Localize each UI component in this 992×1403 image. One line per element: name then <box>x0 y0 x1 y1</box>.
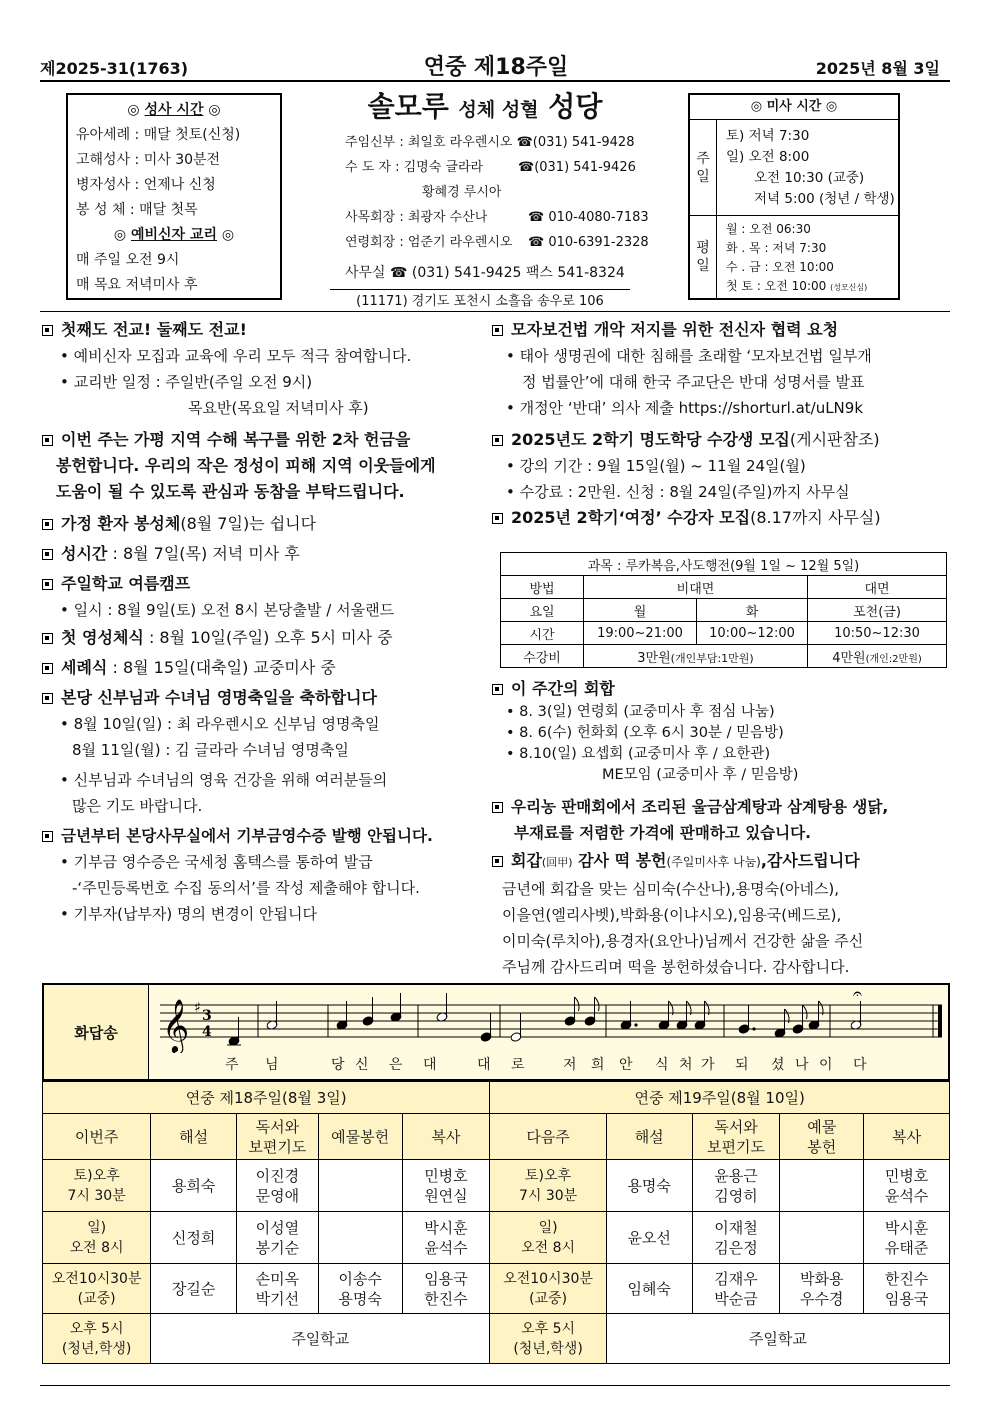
lyric-syllable: 주 <box>225 1057 239 1073</box>
lyric-syllable: 이 <box>819 1057 833 1073</box>
square-bullet-icon <box>42 549 53 560</box>
schedule-cell: 해설 <box>606 1114 692 1160</box>
table-cell-note: (개인부담:1만원) <box>670 651 754 665</box>
sunday-label: 일 <box>696 168 710 185</box>
article-title: 2025년 2학기‘여정’ 수강자 모집 <box>511 508 751 527</box>
lyric-syllable: 은 <box>389 1057 403 1073</box>
article-text: : 8월 10일(주일) 오후 5시 미사 중 <box>143 628 393 647</box>
article-bullet: 개정안 ‘반대’ 의사 제출 https://shorturl.at/uLN9k <box>519 399 864 417</box>
lyric-syllable: 저 <box>563 1057 577 1073</box>
time-sig-top: 3 <box>202 1008 212 1024</box>
sisters-line: 수 도 자 : 김명숙 글라라 <box>345 160 484 175</box>
article-title: 첫 영성체식 <box>61 628 144 647</box>
schedule-cell: 장길순 <box>151 1264 237 1314</box>
meeting-item: 8.10(일) 요셉회 (교중미사 후 / 요한관) <box>519 746 771 762</box>
table-cell: 수강비 <box>501 645 584 668</box>
article-bullet-cont: 8월 11일(월) : 김 글라라 수녀님 영명축일 <box>72 741 349 759</box>
sunday-mass: 저녁 5:00 (청년 / 학생) <box>754 191 895 207</box>
target-icon: ◎ <box>127 102 145 118</box>
council-line: 사목회장 : 최광자 수산나 <box>345 210 488 225</box>
table-cell: 대면 <box>808 576 947 599</box>
schedule-cell: 임혜숙 <box>606 1264 692 1314</box>
sharp-icon: ♯ <box>194 1000 201 1016</box>
weekday-label: 평 <box>696 240 710 256</box>
catechumen-title: 예비신자 교리 <box>130 227 218 243</box>
next-week-header: 연중 제19주일(8월 10일) <box>490 1082 950 1114</box>
schedule-cell: 일) 오전 8시 <box>490 1212 606 1264</box>
left-column: 첫째도 전교! 둘째도 전교! • 예비신자 모집과 교육에 우리 모두 적극 참여합니다. • 교리반 일정 : 주일반(주일 오전 9시) 목요반(목요일 저녁미사 후) 이번 주는 가평 지역 수해 복구를 위한 2차 헌금을 봉헌합니다. 우리의 작은 정성이 피해 지역 이웃들에게 도움이 될 수 있도록 관심과 동참을 부탁드립니다. 가정 환자 봉성체(8월 7일)는 쉽니다 성시간 : 8월 7일(목) 저녁 미사 후 주일학교 여름캠프 • 일시 : 8월 9일(토) 오전 8시 본당출발 / 서울랜드 첫 영성체식 : 8월 10일(주일) 오후 5시 미사 중 세례식 : 8월 15일(대축일) 교중미사 중 본당 신부님과 수녀님 영명축일을 축하합니다 • 8월 10일(일) : 최 라우렌시오 신부님 영명축일 8월 11일(월) : 김 글라라 수녀님 영명축일 • 신부님과 수녀님의 영육 건강을 위해 여러분들의 많은 기도 바랍니다. 금년부터 본당사무실에서 기부금영수증 발행 안됩니다. • 기부금 영수증은 국세청 홈텍스를 통하여 발급 -‘주민등록번호 수집 동의서’를 작성 제출해야 합니다. • 기부자(납부자) 명의 변경이 안됩니다 <box>42 317 492 927</box>
square-bullet-icon <box>42 519 53 530</box>
schedule-cell: 복사 <box>402 1114 490 1160</box>
table-cell: 시간 <box>501 622 584 645</box>
target-icon: ◎ <box>750 99 767 114</box>
meeting-item: 8. 6(수) 헌화회 (오후 6시 30분 / 믿음방) <box>519 725 784 741</box>
article-text: 이미숙(루치아),용경자(요안나)님께서 건강한 삶을 주신 <box>502 932 864 950</box>
meeting-item: ME모임 (교중미사 후 / 믿음방) <box>602 767 799 783</box>
schedule-cell: 박시훈 윤석수 <box>402 1212 490 1264</box>
table-cell: 요일 <box>501 599 584 622</box>
sisters-phone: ☎(031) 541-9426 <box>518 160 636 175</box>
page-title: 연중 제18주일 <box>423 55 569 80</box>
league-phone: ☎ 010-6391-2328 <box>528 235 649 250</box>
article-bullet-cont: 많은 기도 바랍니다. <box>72 797 203 815</box>
schedule-cell <box>780 1160 864 1212</box>
right-column-lower: 이 주간의 회합 • 8. 3(일) 연령회 (교중미사 후 점심 나눔) • 8. 6(수) 헌화회 (오후 6시 30분 / 믿음방) • 8.10(일) 요셉회 (교중미사 후 / 요한관) ME모임 (교중미사 후 / 믿음방) 우리농 판매회에서 조리된 울금삼계탕과 삼계탕용 생닭, 부재료를 저렴한 가격에 판매하고 있습니다. 회갑(回甲) 감사 떡 봉헌(주일미사후 나눔),감사드립니다 금년에 회갑을 맞는 심미숙(수산나),용명숙(아네스), 이을연(엘리사벳),박화용(이냐시오),임용국(베드로), 이미숙(루치아),용경자(요안나)님께서 건강한 삶을 주신 주님께 감사드리며 떡을 봉헌하셨습니다. 감사합니다. <box>492 676 950 980</box>
lyric-syllable: 처 <box>679 1057 693 1073</box>
sunday-mass: 오전 10:30 (교중) <box>754 170 865 186</box>
article-title: 본당 신부님과 수녀님 영명축일을 축하합니다 <box>61 688 377 707</box>
article-text: 금년에 회갑을 맞는 심미숙(수산나),용명숙(아네스), <box>502 880 840 898</box>
target-icon: ◎ <box>203 102 221 118</box>
schedule-cell: 윤용근 김영히 <box>692 1160 780 1212</box>
schedule-cell: 이재철 김은정 <box>692 1212 780 1264</box>
yeojeong-table <box>500 552 947 668</box>
note-flag <box>803 1005 808 1019</box>
sacrament-item: 봉 성 체 : 매달 첫목 <box>76 202 198 218</box>
article-text: : 8월 15일(대축일) 교중미사 중 <box>107 658 336 677</box>
sister2-line: 황혜경 루시아 <box>422 185 502 200</box>
square-bullet-icon <box>492 325 503 336</box>
table-cell: 10:00~12:00 <box>697 622 808 645</box>
note-dot <box>634 1023 637 1026</box>
square-bullet-icon <box>492 684 503 695</box>
weekday-mass: 수 . 금 : 오전 10:00 <box>726 260 834 274</box>
article-note: (게시판참조) <box>789 430 880 449</box>
table-cell: 과목 : 루카복음,사도행전(9월 1일 ~ 12월 5일) <box>501 553 947 576</box>
square-bullet-icon <box>42 579 53 590</box>
schedule-cell: 토)오후 7시 30분 <box>43 1160 151 1212</box>
weekday-label: 일 <box>696 258 710 274</box>
schedule-cell: 김재우 박순금 <box>692 1264 780 1314</box>
schedule-cell: 손미옥 박기선 <box>237 1264 319 1314</box>
schedule-cell: 임용국 한진수 <box>402 1264 490 1314</box>
time-sig-bottom: 4 <box>202 1024 212 1040</box>
article-note: (8.17까지 사무실) <box>750 508 881 527</box>
article-title: ,감사드립니다 <box>760 851 860 870</box>
article-title: 모자보건법 개악 저지를 위한 전신자 협력 요청 <box>511 320 839 339</box>
schedule-cell: 오후 5시 (청년,학생) <box>490 1314 606 1364</box>
article-text: 도움이 될 수 있도록 관심과 동참을 부탁드립니다. <box>56 482 405 501</box>
table-cell: 4만원 <box>832 650 866 666</box>
schedule-cell: 다음주 <box>490 1114 606 1160</box>
lyric-syllable: 희 <box>591 1057 605 1073</box>
article-bullet-cont: 정 법률안’에 대해 한국 주교단은 반대 성명서를 발표 <box>522 373 865 391</box>
schedule-cell <box>318 1160 402 1212</box>
lyric-syllable: 셨 <box>771 1057 785 1073</box>
church-name <box>300 85 670 125</box>
sacrament-title: 성사 시간 <box>144 102 204 118</box>
melody-notes <box>227 993 862 1046</box>
target-icon: ◎ <box>217 227 235 243</box>
table-cell: 월 <box>584 599 697 622</box>
schedule-cell: 박화용 우수경 <box>780 1264 864 1314</box>
article-text: : 8월 7일(목) 저녁 미사 후 <box>107 544 300 563</box>
article-title: 첫째도 전교! 둘째도 전교! <box>61 320 247 339</box>
staff-lines <box>160 1005 942 1037</box>
lyric-syllable: 나 <box>795 1057 809 1073</box>
schedule-cell: 토)오후 7시 30분 <box>490 1160 606 1212</box>
schedule-cell: 용희숙 <box>151 1160 237 1212</box>
article-title: 감사 떡 봉헌 <box>572 851 667 870</box>
target-icon: ◎ <box>113 227 131 243</box>
lyric-syllable: 대 <box>423 1057 437 1073</box>
square-bullet-icon <box>42 663 53 674</box>
article-text: 우리농 판매회에서 조리된 울금삼계탕과 삼계탕용 생닭, <box>511 798 889 816</box>
church-name-part: 성체 성혈 <box>458 99 539 121</box>
catechumen-item: 매 주일 오전 9시 <box>76 252 180 268</box>
schedule-cell <box>318 1212 402 1264</box>
league-line: 연령회장 : 엄준기 라우렌시오 <box>345 235 513 250</box>
schedule-cell: 용명숙 <box>606 1160 692 1212</box>
schedule-cell: 이송수 용명숙 <box>318 1264 402 1314</box>
article-bullet: 기부금 영수증은 국세청 홈텍스를 통하여 발급 <box>73 853 373 871</box>
table-cell: 포천(금) <box>808 599 947 622</box>
table-cell: 화 <box>697 599 808 622</box>
music-staff <box>150 985 948 1053</box>
article-bullet: 기부자(납부자) 명의 변경이 안됩니다 <box>73 905 317 923</box>
article-bullet: 태아 생명권에 대한 침해를 초래할 ‘모자보건법 일부개 <box>519 347 872 365</box>
address: (11171) 경기도 포천시 소흘읍 송우로 106 <box>330 289 630 309</box>
pastor-line: 주임신부 : 최일호 라우렌시오 ☎(031) 541-9428 <box>345 135 635 150</box>
schedule-cell <box>780 1212 864 1264</box>
article-title: 주일학교 여름캠프 <box>61 574 191 593</box>
lyric-syllable: 당 <box>331 1057 345 1073</box>
table-cell: 19:00~21:00 <box>584 622 697 645</box>
schedule-cell: 신정희 <box>151 1212 237 1264</box>
sacrament-item: 고해성사 : 미사 30분전 <box>76 152 221 168</box>
schedule-cell: 독서와 보편기도 <box>237 1114 319 1160</box>
psalm-label: 화답송 <box>44 985 149 1079</box>
issue-number: 제2025-31(1763) <box>40 59 189 78</box>
article-bullet: 강의 기간 : 9월 15일(월) ~ 11월 24일(월) <box>519 457 806 475</box>
schedule-cell: 오전10시30분 (교중) <box>490 1264 606 1314</box>
article-title: 이 주간의 회합 <box>511 679 615 698</box>
lyric-syllable: 님 <box>265 1057 279 1073</box>
square-bullet-icon <box>492 856 503 867</box>
note-dot <box>752 1027 755 1030</box>
header-rule <box>40 80 950 82</box>
article-title: 금년부터 본당사무실에서 기부금영수증 발행 안됩니다. <box>61 827 433 845</box>
article-title: 성시간 <box>61 544 108 563</box>
schedule-cell: 민병호 원연실 <box>402 1160 490 1212</box>
article-bullet-cont: 목요반(목요일 저녁미사 후) <box>188 399 369 417</box>
schedule-cell: 주일학교 <box>151 1314 490 1364</box>
weekday-mass: 첫 토 : 오전 10:00 <box>726 279 827 293</box>
schedule-cell: 예물봉헌 <box>318 1114 402 1160</box>
lyric-syllable: 가 <box>701 1057 715 1073</box>
article-note: (주일미사후 나눔) <box>666 855 761 869</box>
office-line: 사무실 ☎ (031) 541-9425 팩스 541-8324 <box>345 265 625 281</box>
schedule-cell: 이성열 봉기순 <box>237 1212 319 1264</box>
bottom-rule <box>40 1385 950 1386</box>
sacrament-item: 병자성사 : 언제나 신청 <box>76 177 216 193</box>
lyric-syllable: 로 <box>511 1057 525 1073</box>
square-bullet-icon <box>42 831 53 842</box>
table-cell: 10:50~12:30 <box>808 622 947 645</box>
table-cell-note: (개인:2만원) <box>865 653 922 665</box>
table-cell: 방법 <box>501 576 584 599</box>
meeting-item: 8. 3(일) 연령회 (교중미사 후 점심 나눔) <box>519 704 775 720</box>
weekday-mass: 월 : 오전 06:30 <box>726 222 811 236</box>
lyric-syllable: 신 <box>355 1057 369 1073</box>
weekday-note: (성모신심) <box>830 283 868 292</box>
fermata-icon: 𝄐 <box>853 985 862 1003</box>
table-cell: 3만원 <box>637 650 671 666</box>
square-bullet-icon <box>492 802 503 813</box>
schedule-cell: 윤오선 <box>606 1212 692 1264</box>
catechumen-item: 매 목요 저녁미사 후 <box>76 277 198 293</box>
mass-times-box <box>688 93 900 300</box>
right-column: 모자보건법 개악 저지를 위한 전신자 협력 요청 • 태아 생명권에 대한 침해를 초래할 ‘모자보건법 일부개 정 법률안’에 대해 한국 주교단은 반대 성명서를 발표 • 개정안 ‘반대’ 의사 제출 https://shorturl.at/uLN9k 2025년도 2학기 명도학당 수강생 모집(게시판참조) • 강의 기간 : 9월 15일(월) ~ 11월 24일(월) • 수강료 : 2만원. 신청 : 8월 24일(주일)까지 사무실 2025년 2학기‘여정’ 수강자 모집(8.17까지 사무실) <box>492 317 950 531</box>
note-flag <box>575 997 580 1011</box>
article-text: 봉헌합니다. 우리의 작은 정성이 피해 지역 이웃들에게 <box>56 456 436 475</box>
ministry-schedule <box>42 1081 950 1364</box>
square-bullet-icon <box>42 435 53 446</box>
section-rule <box>40 311 950 312</box>
article-bullet: 예비신자 모집과 교육에 우리 모두 적극 참여합니다. <box>73 347 412 365</box>
article-bullet: 8월 10일(일) : 최 라우렌시오 신부님 영명축일 <box>73 715 380 733</box>
schedule-cell: 민병호 윤석수 <box>864 1160 950 1212</box>
schedule-cell: 이진경 문영애 <box>237 1160 319 1212</box>
article-text: (8월 7일)는 쉽니다 <box>180 514 317 533</box>
sunday-mass: 일) 오전 8:00 <box>726 149 810 165</box>
square-bullet-icon <box>42 693 53 704</box>
lyric-syllable: 안 <box>619 1057 633 1073</box>
this-week-header: 연중 제18주일(8월 3일) <box>43 1082 490 1114</box>
sacrament-times-box <box>66 93 282 300</box>
article-text: 부재료를 저렴한 가격에 판매하고 있습니다. <box>514 824 811 842</box>
council-phone: ☎ 010-4080-7183 <box>528 210 649 225</box>
treble-clef-icon: 𝄞 <box>162 998 190 1052</box>
article-title: 세례식 <box>61 658 108 677</box>
square-bullet-icon <box>42 325 53 336</box>
sacrament-item: 유아세례 : 매달 첫토(신청) <box>76 127 241 143</box>
schedule-cell: 한진수 임용국 <box>864 1264 950 1314</box>
target-icon: ◎ <box>821 99 838 114</box>
note-flag <box>595 997 600 1011</box>
issue-date: 2025년 8월 3일 <box>815 59 940 78</box>
lyric-syllable: 다 <box>853 1057 867 1073</box>
schedule-cell: 해설 <box>151 1114 237 1160</box>
schedule-cell: 오후 5시 (청년,학생) <box>43 1314 151 1364</box>
article-text: 이번 주는 가평 지역 수해 복구를 위한 2차 헌금을 <box>61 430 411 449</box>
article-bullet: 수강료 : 2만원. 신청 : 8월 24일(주일)까지 사무실 <box>519 483 850 501</box>
square-bullet-icon <box>492 435 503 446</box>
article-bullet: 신부님과 수녀님의 영육 건강을 위해 여러분들의 <box>73 771 388 789</box>
lyric-syllable: 대 <box>477 1057 491 1073</box>
sunday-label: 주 <box>696 150 710 167</box>
schedule-cell: 예물 봉헌 <box>780 1114 864 1160</box>
article-bullet: 일시 : 8월 9일(토) 오전 8시 본당출발 / 서울랜드 <box>73 601 395 619</box>
schedule-cell: 독서와 보편기도 <box>692 1114 780 1160</box>
weekday-mass: 화 . 목 : 저녁 7:30 <box>726 241 827 255</box>
article-note: (回甲) <box>541 856 573 869</box>
lyric-syllable: 식 <box>655 1057 669 1073</box>
square-bullet-icon <box>42 633 53 644</box>
schedule-cell: 박시훈 유태준 <box>864 1212 950 1264</box>
mass-title: 미사 시간 <box>766 99 822 114</box>
schedule-cell: 주일학교 <box>606 1314 949 1364</box>
article-title: 회갑 <box>511 851 542 870</box>
final-barline <box>938 1005 942 1037</box>
sunday-mass: 토) 저녁 7:30 <box>726 128 810 144</box>
table-cell: 비대면 <box>584 576 808 599</box>
article-title: 2025년도 2학기 명도학당 수강생 모집 <box>511 430 790 449</box>
article-bullet-cont: -‘주민등록번호 수집 동의서’를 작성 제출해야 합니다. <box>72 879 420 897</box>
article-title: 가정 환자 봉성체 <box>61 514 181 533</box>
article-text: 주님께 감사드리며 떡을 봉헌하셨습니다. 감사합니다. <box>502 958 850 976</box>
lyric-syllable: 되 <box>735 1057 749 1073</box>
schedule-cell: 오전10시30분 (교중) <box>43 1264 151 1314</box>
church-name-part: 성당 <box>548 90 603 123</box>
square-bullet-icon <box>492 513 503 524</box>
schedule-cell: 이번주 <box>43 1114 151 1160</box>
church-name-part: 솔모루 <box>367 90 449 123</box>
article-bullet: 교리반 일정 : 주일반(주일 오전 9시) <box>73 373 313 391</box>
schedule-cell: 복사 <box>864 1114 950 1160</box>
schedule-cell: 일) 오전 8시 <box>43 1212 151 1264</box>
article-text: 이을연(엘리사벳),박화용(이냐시오),임용국(베드로), <box>502 906 842 924</box>
